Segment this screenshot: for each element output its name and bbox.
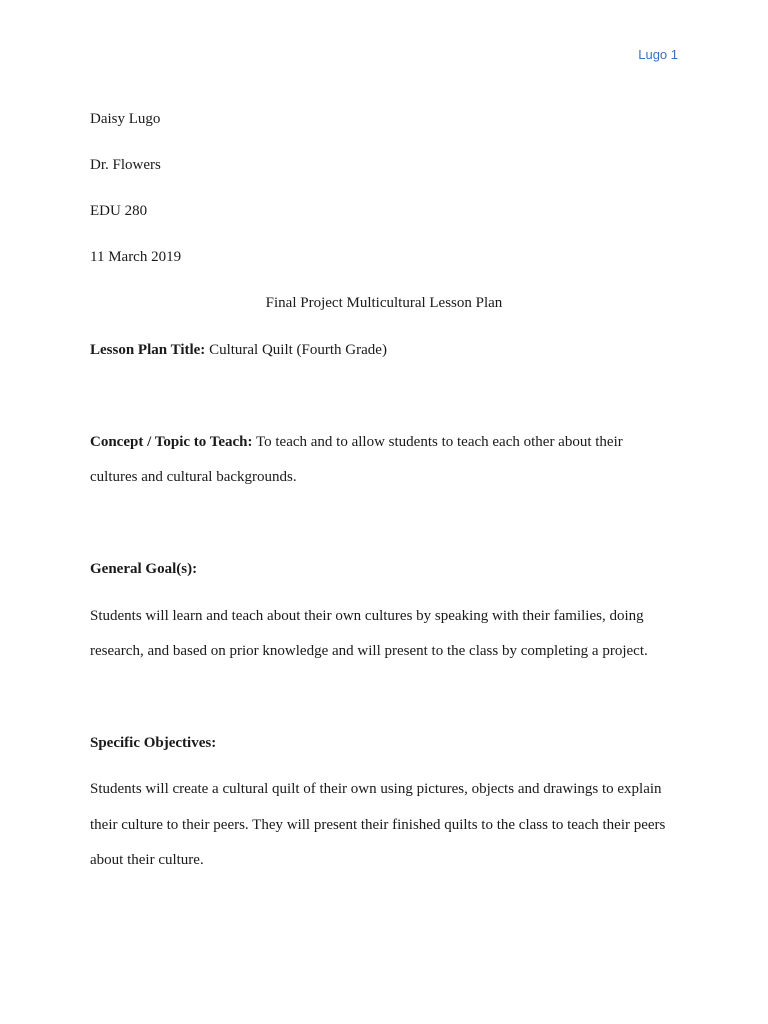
concept-label: Concept / Topic to Teach: xyxy=(90,434,253,450)
specific-objectives-text-1: Students will create a cultural quilt of their own using pictures, objects and drawings to explain xyxy=(90,781,662,797)
document-title: Final Project Multicultural Lesson Plan xyxy=(265,295,503,311)
instructor-name: Dr. Flowers xyxy=(90,157,161,173)
page-header-number: Lugo 1 xyxy=(638,47,678,62)
general-goals-text-1: Students will learn and teach about their own cultures by speaking with their families, doing xyxy=(90,608,644,624)
document-date: 11 March 2019 xyxy=(90,249,182,265)
course-code: EDU 280 xyxy=(90,203,148,219)
concept-text-2: cultures and cultural backgrounds. xyxy=(90,469,297,485)
specific-objectives-text-3: about their culture. xyxy=(90,852,204,868)
student-name: Daisy Lugo xyxy=(90,111,161,127)
concept-text-1: To teach and to allow students to teach each other about their xyxy=(252,434,623,450)
specific-objectives-text-2: their culture to their peers. They will present their finished quilts to the class to teach their peers xyxy=(90,817,666,833)
lesson-plan-title-value: Cultural Quilt (Fourth Grade) xyxy=(205,342,387,358)
concept-line-1 xyxy=(90,432,623,452)
specific-objectives-label: Specific Objectives: xyxy=(90,735,217,751)
lesson-plan-title-line xyxy=(90,340,387,360)
general-goals-text-2: research, and based on prior knowledge and will present to the class by completing a project. xyxy=(90,643,648,659)
general-goals-label: General Goal(s): xyxy=(90,561,198,577)
lesson-plan-title-label: Lesson Plan Title: xyxy=(90,342,206,358)
